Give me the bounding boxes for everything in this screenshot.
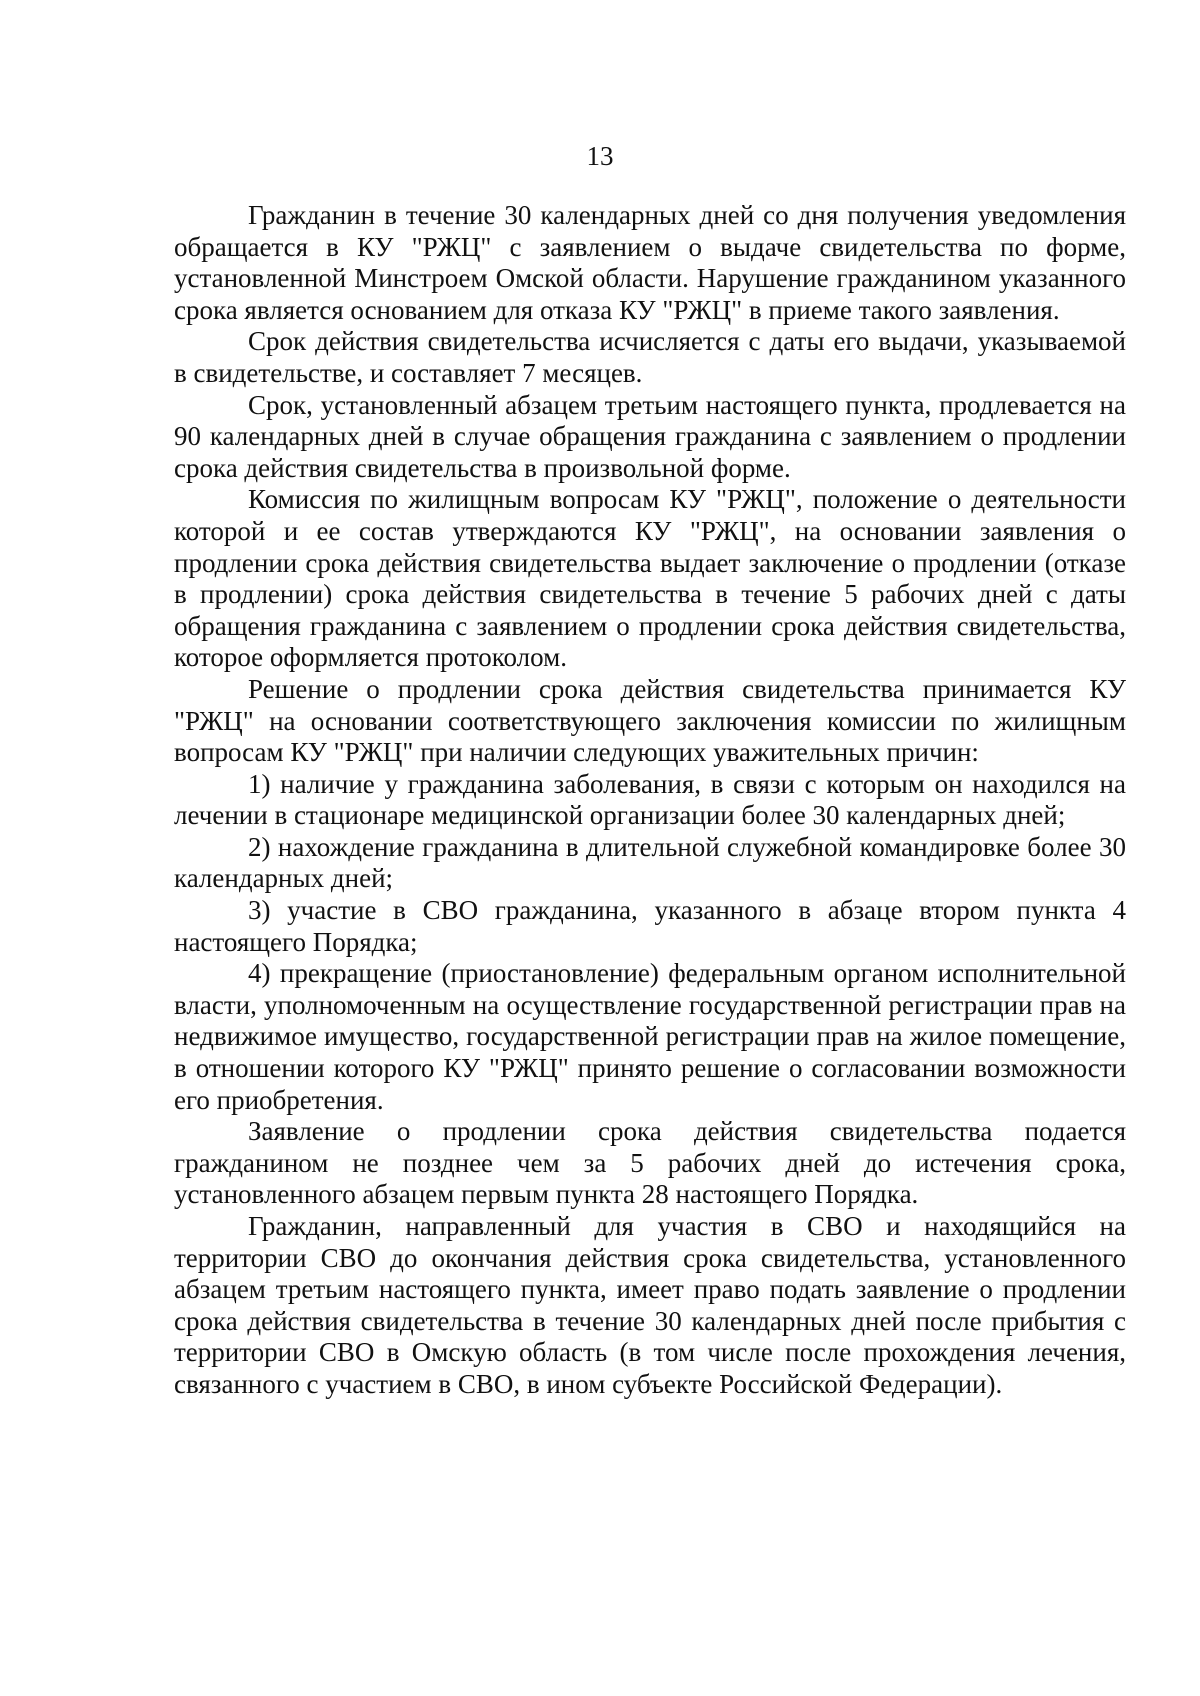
list-item-registration-suspension: 4) прекращение (приостановление) федеральным органом исполнительной власти, уполномоченным на осуществление государственной регистрации прав на недвижимое имущество, государственной регистрации прав на жилое помещение, в отношении которого КУ "РЖЦ" принято решение о согласовании возможности его приобретения. <box>174 958 1126 1115</box>
paragraph-extension-90-days: Срок, установленный абзацем третьим настоящего пункта, продлевается на 90 календарных дней в случае обращения гражданина с заявлением о продлении срока действия свидетельства в произвольной форме. <box>174 389 1126 483</box>
document-body <box>174 200 1126 1401</box>
page-number: 13 <box>586 141 614 171</box>
paragraph-housing-commission: Комиссия по жилищным вопросам КУ "РЖЦ", положение о деятельности которой и ее состав утверждаются КУ "РЖЦ", на основании заявления о продлении срока действия свидетельства выдает заключение о продлении (отказе в продлении) срока действия свидетельства в течение 5 рабочих дней с даты обращения гражданина с заявлением о продлении срока действия свидетельства, которое оформляется протоколом. <box>174 484 1126 673</box>
list-item-svo-participation: 3) участие в СВО гражданина, указанного в абзаце втором пункта 4 настоящего Порядка; <box>174 895 1126 957</box>
list-item-illness: 1) наличие у гражданина заболевания, в связи с которым он находился на лечении в стационаре медицинской организации более 30 календарных дней; <box>174 768 1126 831</box>
list-item-business-trip: 2) нахождение гражданина в длительной служебной командировке более 30 календарных дней; <box>174 831 1126 894</box>
paragraph-application-submission: Заявление о продлении срока действия свидетельства подается гражданином не позднее чем за 5 рабочих дней до истечения срока, установленного абзацем первым пункта 28 настоящего Порядка. <box>174 1116 1126 1210</box>
paragraph-application-deadline: Гражданин в течение 30 календарных дней со дня получения уведомления обращается в КУ "РЖЦ" с заявлением о выдаче свидетельства по форме, установленной Минстроем Омской области. Нарушение гражданином указанного срока является основанием для отказа КУ "РЖЦ" в приеме такого заявления. <box>174 200 1126 325</box>
paragraph-certificate-validity: Срок действия свидетельства исчисляется с даты его выдачи, указываемой в свидетельстве, и составляет 7 месяцев. <box>174 326 1126 388</box>
paragraph-extension-decision: Решение о продлении срока действия свидетельства принимается КУ "РЖЦ" на основании соответствующего заключения комиссии по жилищным вопросам КУ "РЖЦ" при наличии следующих уважительных причин: <box>174 673 1126 768</box>
paragraph-svo-participant-right: Гражданин, направленный для участия в СВО и находящийся на территории СВО до окончания действия срока свидетельства, установленного абзацем третьим настоящего пункта, имеет право подать заявление о продлении срока действия свидетельства в течение 30 календарных дней после прибытия с территории СВО в Омскую область (в том числе после прохождения лечения, связанного с участием в СВО, в ином субъекте Российской Федерации). <box>174 1211 1126 1399</box>
